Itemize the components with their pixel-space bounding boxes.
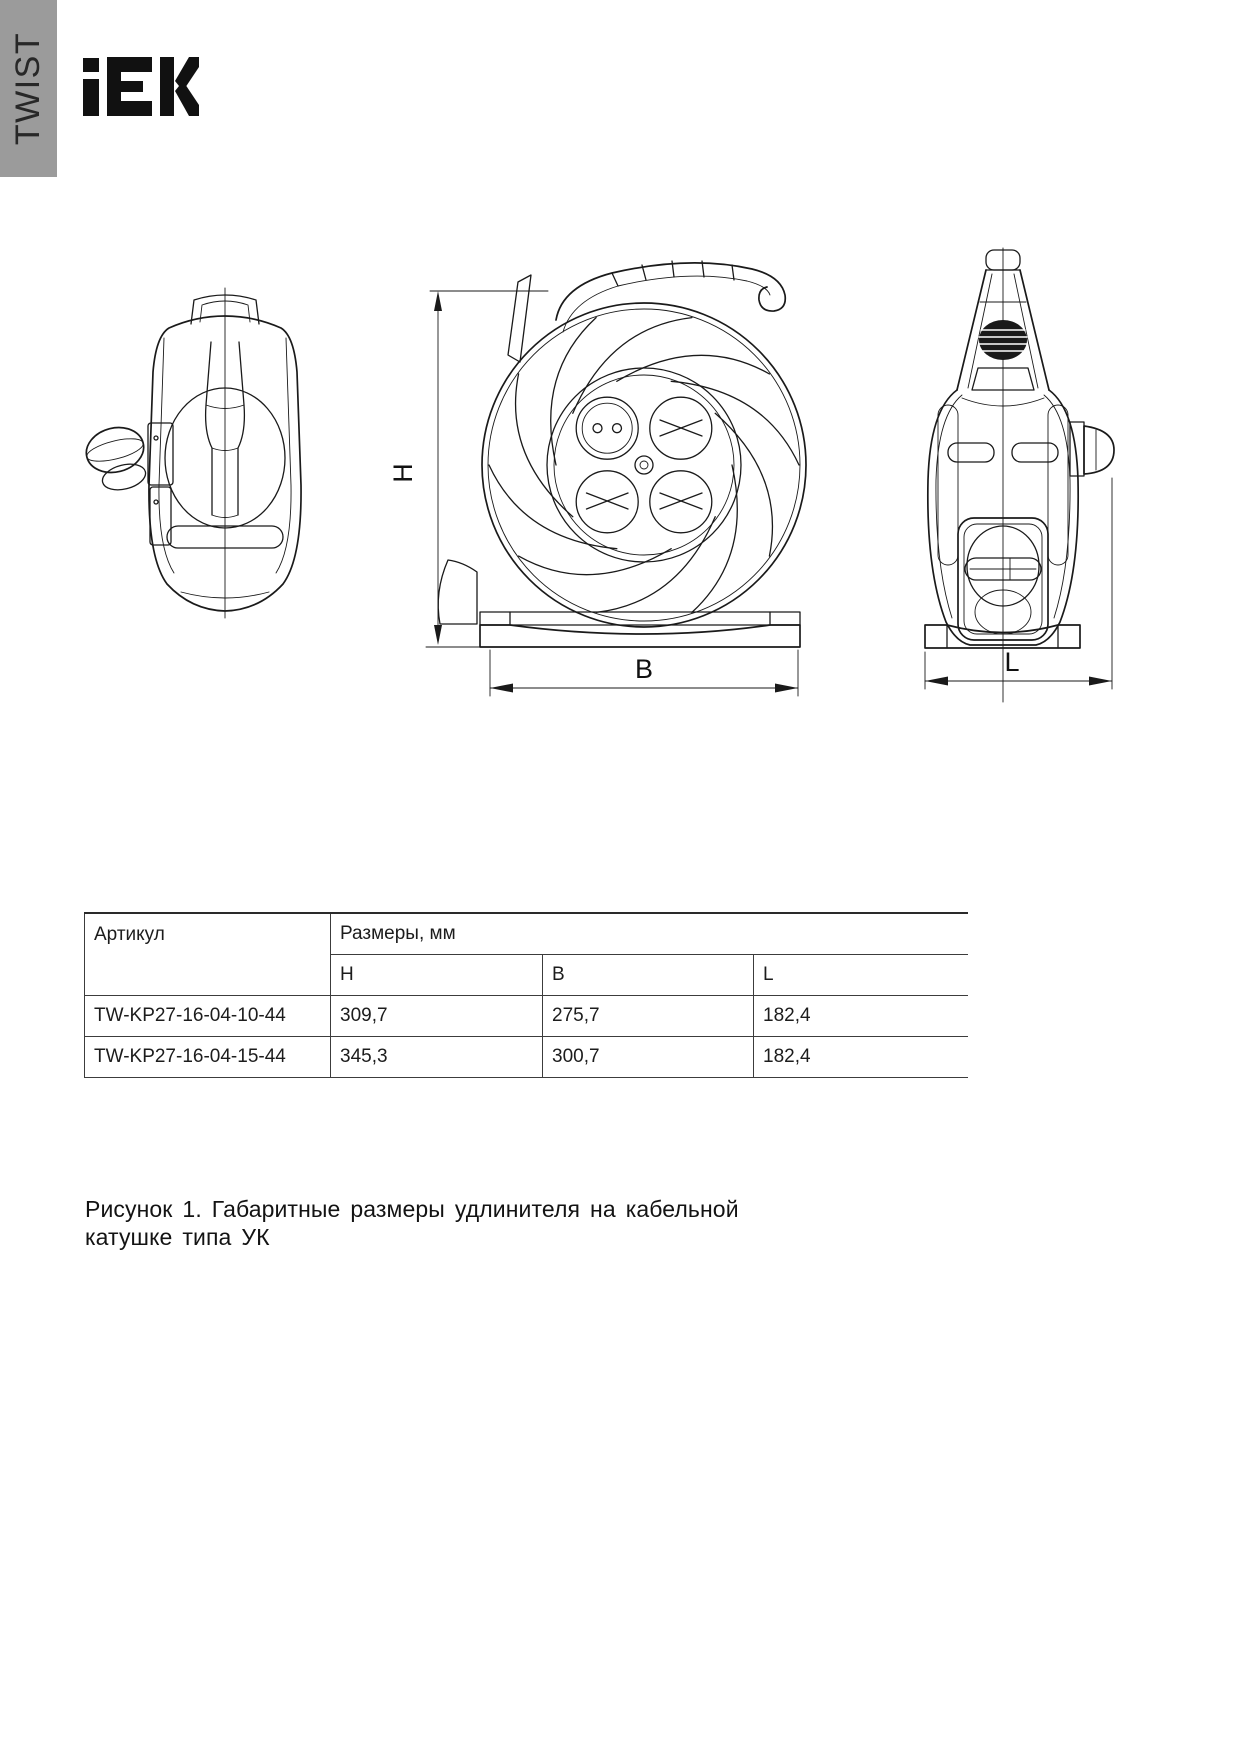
- drawing-side-view-right: [900, 240, 1130, 710]
- drawing-side-view-left: [60, 280, 335, 625]
- table-row: [85, 996, 968, 1037]
- table-header-row: [85, 913, 968, 955]
- series-tab-label: TWIST: [9, 31, 48, 146]
- reel-side-left: [82, 288, 302, 618]
- figure-caption: Рисунок 1. Габаритные размеры удлинителя на кабельной катушке типа УК: [85, 1196, 739, 1250]
- table-row: [85, 1037, 968, 1078]
- value-b-cell: 300,7: [543, 1037, 754, 1078]
- header-col-b: B: [543, 955, 754, 996]
- reel-drum: [482, 275, 806, 627]
- dim-label-l: L: [1004, 647, 1020, 677]
- header-article-cell: Артикул: [85, 913, 331, 996]
- spiral-blades: [489, 318, 799, 613]
- dim-line-b: [490, 650, 798, 696]
- article-cell: TW-KP27-16-04-15-44: [85, 1037, 331, 1078]
- header-dims-group-cell: Размеры, мм: [331, 913, 968, 955]
- reel-side-right: [925, 248, 1114, 702]
- drawing-front-view: [360, 240, 820, 710]
- value-l-cell: 182,4: [754, 996, 968, 1037]
- dim-label-b: B: [634, 654, 654, 684]
- reel-base: [438, 560, 800, 647]
- value-l-cell: 182,4: [754, 1037, 968, 1078]
- header-col-l: L: [754, 955, 968, 996]
- dim-label-h: H: [388, 463, 418, 483]
- value-h-cell: 309,7: [331, 996, 543, 1037]
- dim-line-l: [925, 478, 1112, 689]
- iek-logo: [83, 57, 199, 116]
- value-h-cell: 345,3: [331, 1037, 543, 1078]
- dimensions-table: [84, 912, 968, 1078]
- value-b-cell: 275,7: [543, 996, 754, 1037]
- dim-line-h: [388, 291, 556, 647]
- series-tab: [0, 0, 57, 177]
- socket-group: [576, 397, 712, 533]
- article-cell: TW-KP27-16-04-10-44: [85, 996, 331, 1037]
- header-col-h: H: [331, 955, 543, 996]
